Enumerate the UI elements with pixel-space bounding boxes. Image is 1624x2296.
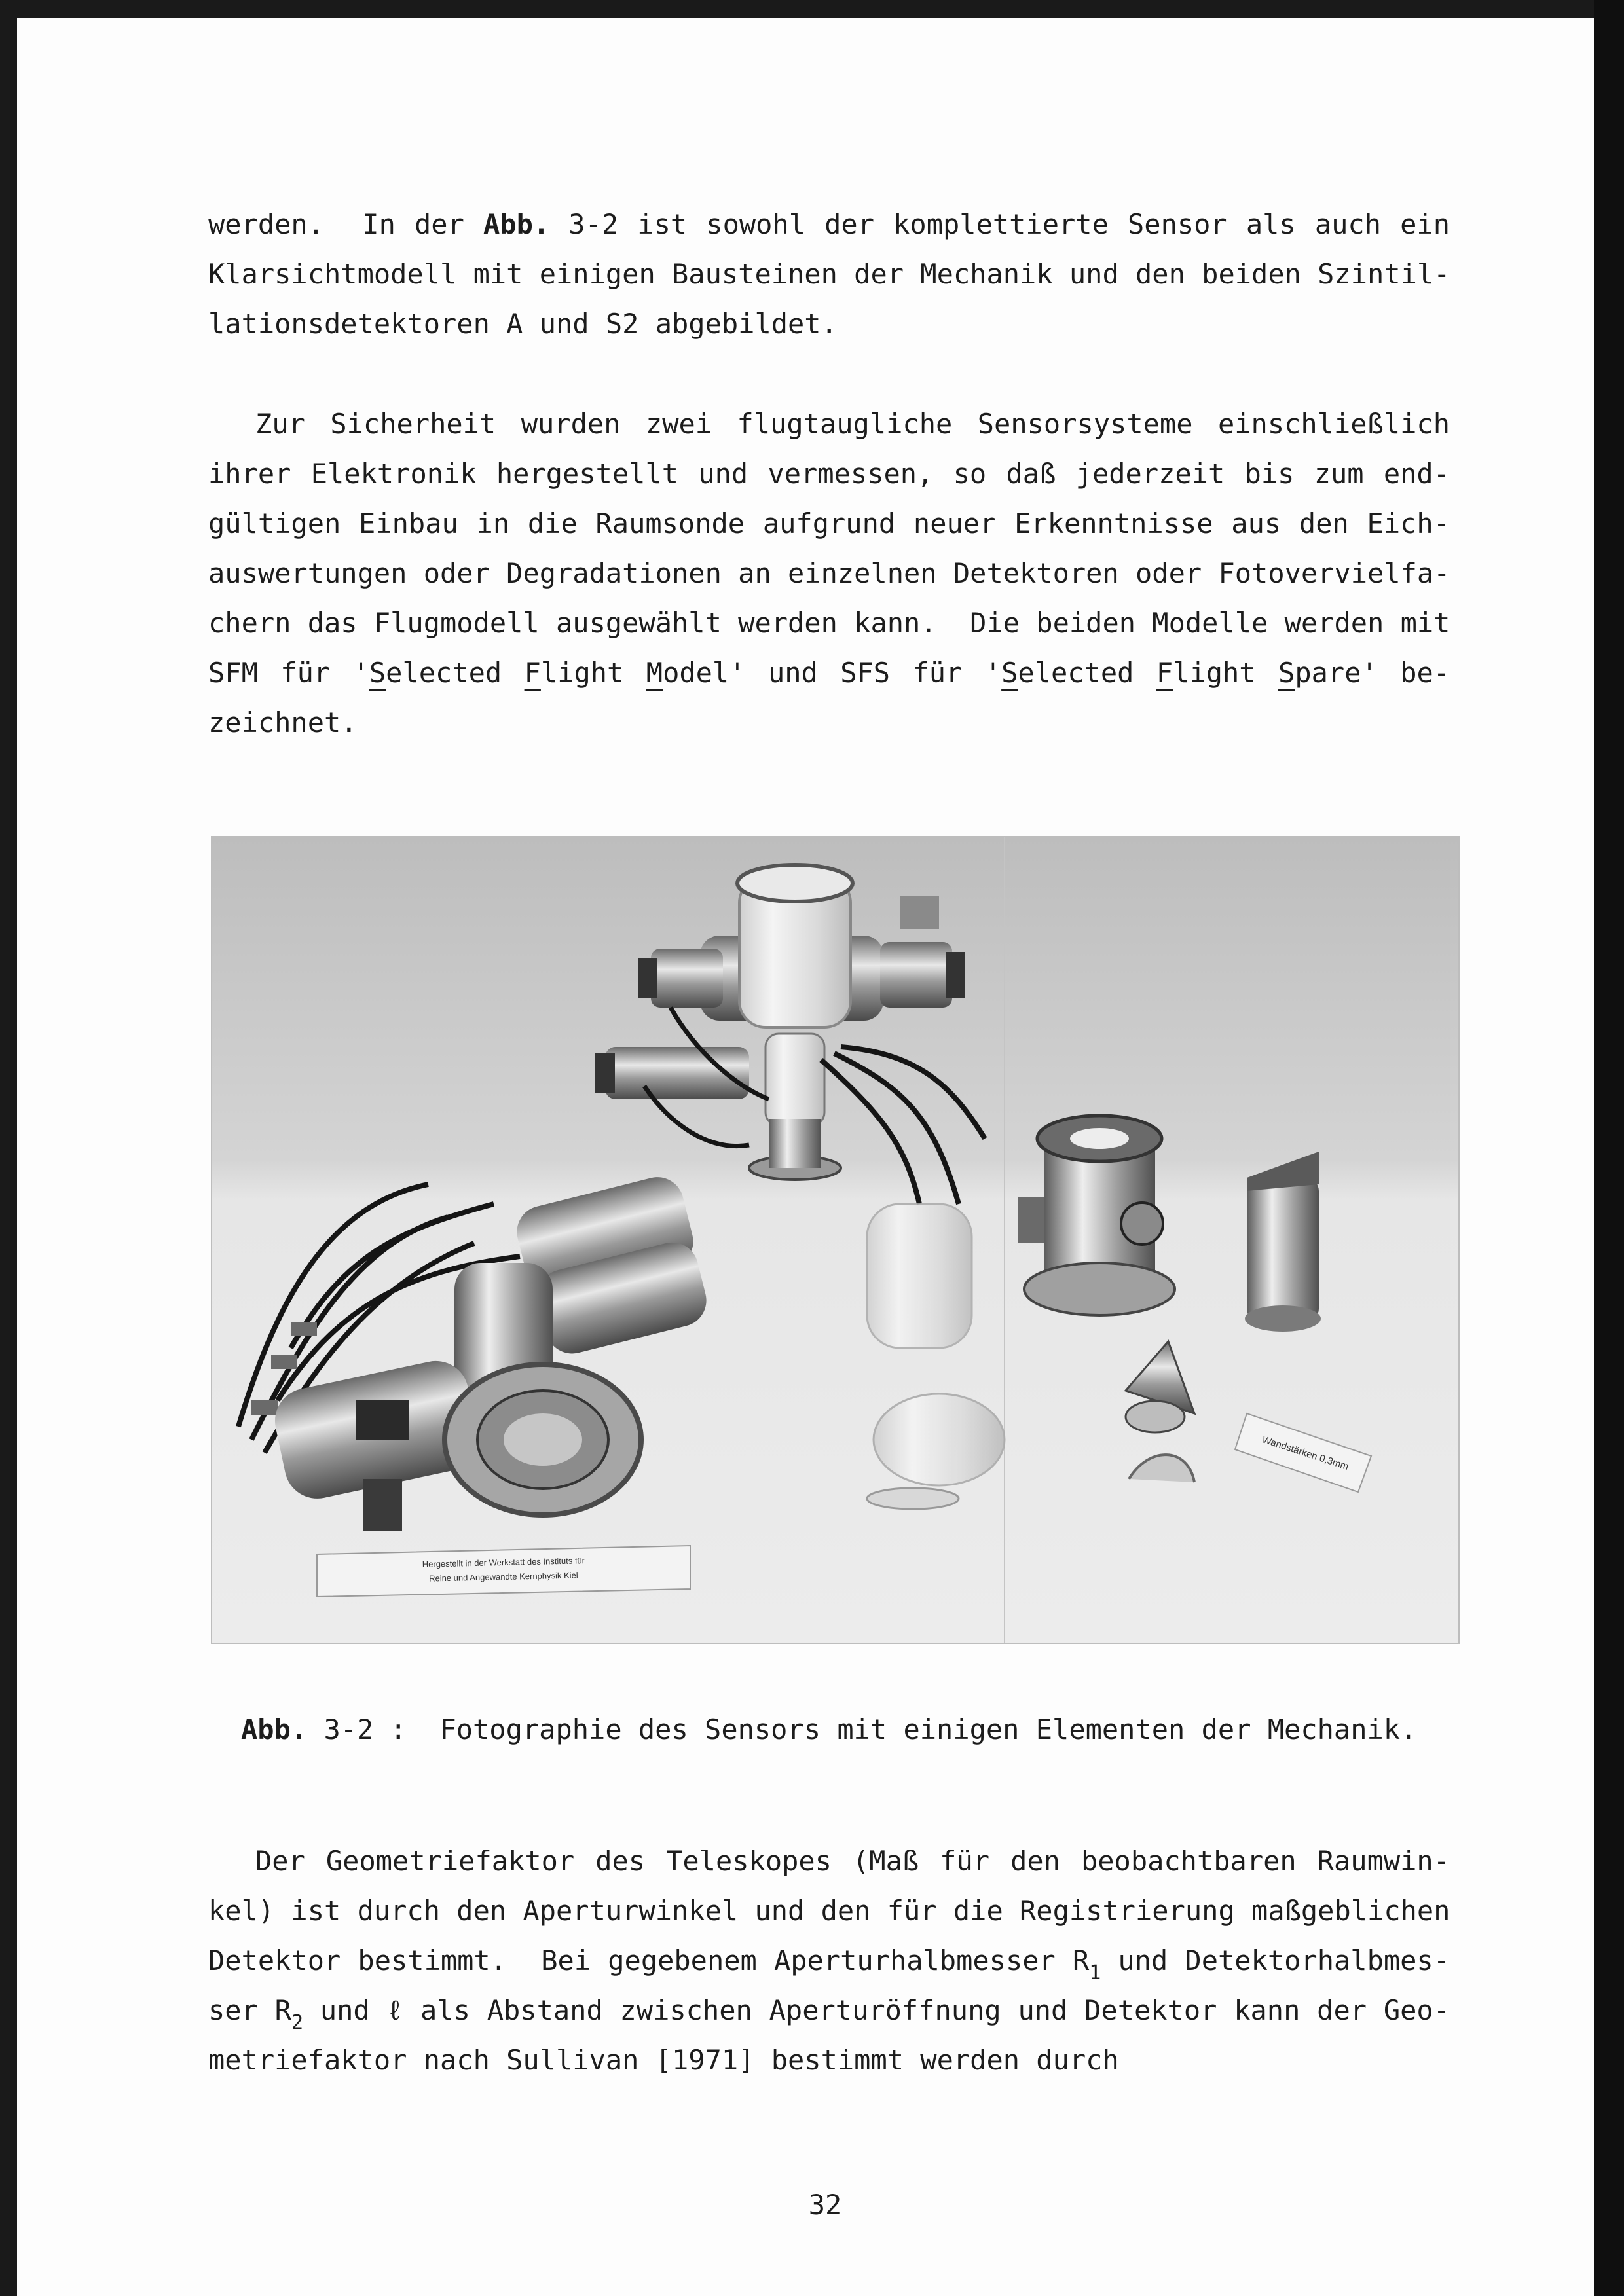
text-run: ser R	[208, 1994, 291, 2026]
workshop-label-line-1: Hergestellt in der Werkstatt des Instituts für	[422, 1556, 585, 1569]
paragraph-3	[208, 1836, 1450, 2085]
text-run: werden. In der	[208, 208, 483, 240]
page-number: 32	[808, 2189, 842, 2221]
workshop-label-card	[317, 1546, 690, 1597]
text-run: pare' be-	[1295, 657, 1450, 689]
paragraph-1-line-2: Klarsichtmodell mit einigen Bausteinen der Mechanik und den beiden Szintil-	[208, 258, 1450, 290]
wall-thickness-label: Wandstärken 0,3mm	[1261, 1434, 1350, 1473]
paragraph-2	[208, 399, 1450, 748]
paragraph-2-line-1: Zur Sicherheit wurden zwei flugtaugliche Sensorsysteme einschließlich	[255, 408, 1450, 440]
paragraph-3-line-2: kel) ist durch den Aperturwinkel und den für die Registrierung maßgeblichen	[208, 1895, 1450, 1927]
paragraph-1-line-1	[208, 200, 1450, 249]
subscript: 1	[1089, 1961, 1101, 1984]
text-run: light	[1173, 657, 1279, 689]
paragraph-3-line-5: metriefaktor nach Sullivan [1971] bestimmt werden durch	[208, 2044, 1119, 2076]
sensor-photograph	[211, 836, 1460, 1644]
caption-number: 3-2 :	[307, 1713, 440, 1745]
underlined-letter: S	[369, 657, 386, 689]
text-run: Detektor bestimmt. Bei gegebenem Aperturhalbmesser R	[208, 1944, 1090, 1977]
underlined-letter: S	[1278, 657, 1295, 689]
underlined-letter: M	[646, 657, 663, 689]
figure-caption	[241, 1705, 1416, 1755]
workshop-label-line-2: Reine und Angewandte Kernphysik Kiel	[428, 1570, 578, 1584]
text-run: und Detektorhalbmes-	[1101, 1944, 1450, 1977]
text-run: elected	[386, 657, 525, 689]
underlined-letter: F	[524, 657, 541, 689]
text-run: und ℓ als Abstand zwischen Aperturöffnung und Detektor kann der Geo-	[303, 1994, 1450, 2026]
paragraph-2-line-6	[208, 648, 1450, 698]
paragraph-2-line-2: ihrer Elektronik hergestellt und vermessen, so daß jederzeit bis zum end-	[208, 458, 1450, 490]
underlined-letter: S	[1001, 657, 1018, 689]
photo-illustration	[212, 837, 1458, 1643]
paragraph-3-line-3	[208, 1936, 1450, 1986]
figure-reference: Abb.	[483, 208, 550, 240]
paragraph-1	[208, 200, 1450, 349]
text-run: light	[540, 657, 646, 689]
paragraph-3-line-4	[208, 1986, 1450, 2035]
paragraph-2-line-4: auswertungen oder Degradationen an einzelnen Detektoren oder Fotovervielfa-	[208, 557, 1450, 589]
subscript: 2	[291, 2011, 304, 2034]
underlined-letter: F	[1156, 657, 1173, 689]
paragraph-3-line-1: Der Geometriefaktor des Teleskopes (Maß für den beobachtbaren Raumwin-	[255, 1845, 1450, 1877]
paragraph-1-line-3: lationsdetektoren A und S2 abgebildet.	[208, 308, 838, 340]
scan-border	[1594, 0, 1624, 2296]
caption-text: Fotographie des Sensors mit einigen Elementen der Mechanik.	[439, 1713, 1417, 1745]
paragraph-2-line-3: gültigen Einbau in die Raumsonde aufgrund neuer Erkenntnisse aus den Eich-	[208, 507, 1450, 539]
caption-label: Abb.	[241, 1713, 308, 1745]
paragraph-2-line-7: zeichnet.	[208, 706, 358, 738]
text-run: elected	[1018, 657, 1156, 689]
text-run: odel' und SFS für '	[663, 657, 1002, 689]
paragraph-2-line-5: chern das Flugmodell ausgewählt werden kann. Die beiden Modelle werden mit	[208, 607, 1450, 639]
text-run: 3-2 ist sowohl der komplettierte Sensor als auch ein	[549, 208, 1450, 240]
text-run: SFM für '	[208, 657, 369, 689]
